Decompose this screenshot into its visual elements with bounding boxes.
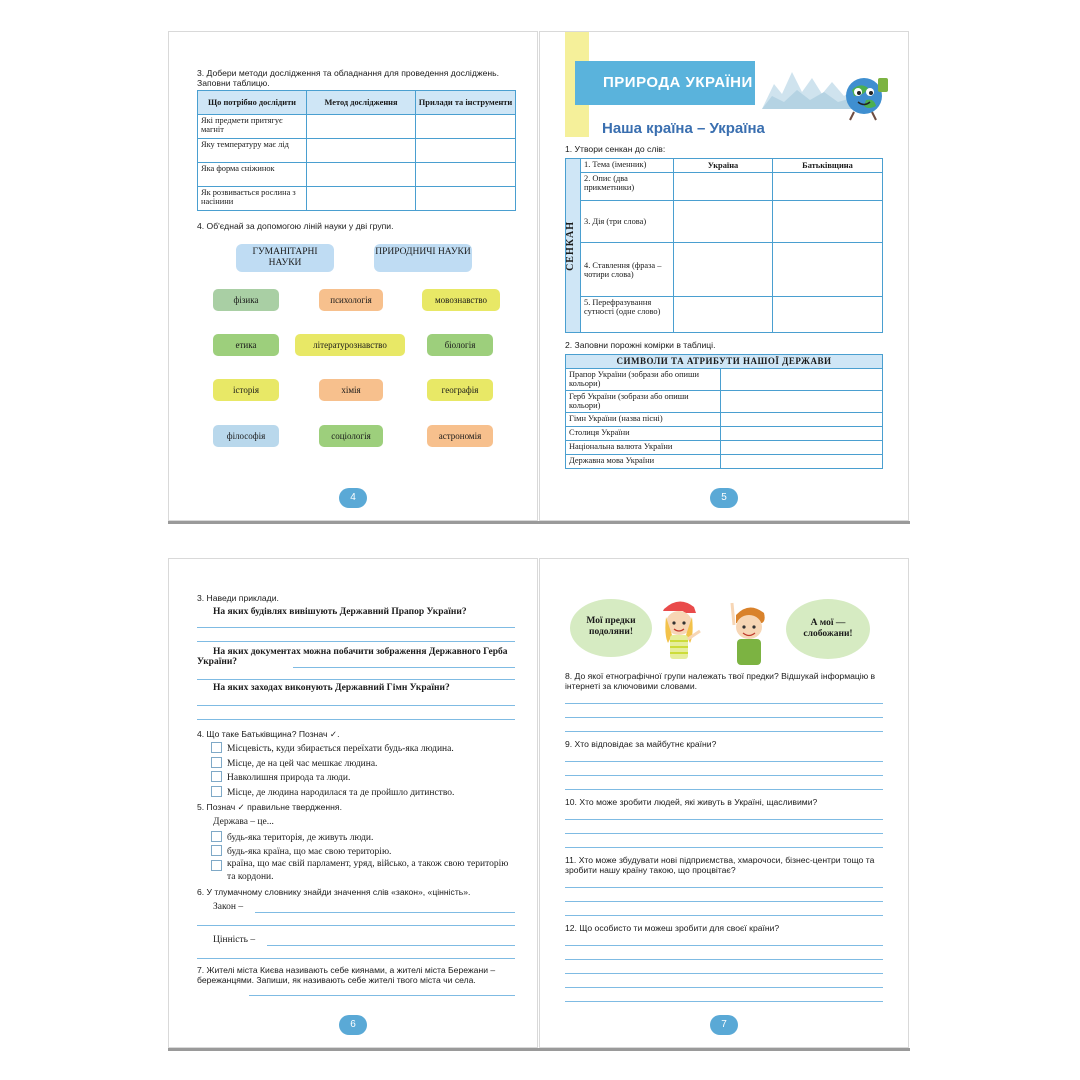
spread-edge <box>168 521 910 524</box>
symbols-cell[interactable] <box>721 441 883 455</box>
p6-q6-b: Цінність – <box>213 935 256 945</box>
answer-line[interactable] <box>565 717 883 718</box>
symbols-row-flag: Прапор України (зобрази або опиши кольори) <box>566 369 721 391</box>
research-row-1: Які предмети притягує магніт <box>198 115 307 139</box>
page-4 <box>168 31 538 521</box>
sencan-row-4: 4. Ставлення (фраза – чотири слова) <box>581 243 674 297</box>
p6-q6-a: Закон – <box>213 902 244 912</box>
page-5 <box>539 31 909 521</box>
symbols-row-capital: Столиця України <box>566 427 721 441</box>
p6-question-4: 4. Що таке Батьківщина? Познач ✓. <box>197 729 340 739</box>
research-header-2: Метод дослідження <box>307 91 416 115</box>
page-number: 4 <box>339 488 367 508</box>
sencan-cell[interactable] <box>773 173 883 201</box>
checkbox[interactable] <box>211 757 222 768</box>
group-humanities[interactable]: ГУМАНІТАРНІ НАУКИ <box>236 244 334 272</box>
research-row-4: Як розвивається рослина з насінини <box>198 187 307 211</box>
answer-line[interactable] <box>565 959 883 960</box>
p6-q3-a: На яких будівлях вивішують Державний Прапор України? <box>213 607 467 617</box>
p6-question-6: 6. У тлумачному словнику знайди значення слів «закон», «цінність». <box>197 887 471 897</box>
answer-line[interactable] <box>197 627 515 628</box>
q4-option[interactable]: Місце, де на цей час мешкає людина. <box>211 757 515 772</box>
answer-line[interactable] <box>565 847 883 848</box>
answer-line[interactable] <box>197 925 515 926</box>
p7-question-9: 9. Хто відповідає за майбутнє країни? <box>565 739 717 749</box>
science-literary-studies[interactable]: літературознавство <box>295 334 405 356</box>
symbols-cell[interactable] <box>721 413 883 427</box>
science-physics[interactable]: фізика <box>213 289 279 311</box>
p6-q5-options <box>211 831 515 883</box>
top-spread <box>168 31 910 521</box>
answer-line[interactable] <box>565 775 883 776</box>
answer-line[interactable] <box>565 945 883 946</box>
answer-line[interactable] <box>565 973 883 974</box>
science-geography[interactable]: географія <box>427 379 493 401</box>
p6-question-7: 7. Жителі міста Києва називають себе киянами, а жителі міста Бережани – бережанцями. Запиши, як називають себе жителі твого міста чи села. <box>197 965 496 985</box>
sencan-col-homeland: Батьківщина <box>773 159 883 173</box>
science-sociology[interactable]: соціологія <box>319 425 383 447</box>
q4-option[interactable]: Місцевість, куди збирається переїхати будь-яка людина. <box>211 742 515 757</box>
research-cell[interactable] <box>416 139 516 163</box>
science-astronomy[interactable]: астрономія <box>427 425 493 447</box>
answer-line[interactable] <box>197 679 515 680</box>
page-number: 5 <box>710 488 738 508</box>
answer-line[interactable] <box>565 1001 883 1002</box>
p6-question-3: 3. Наведи приклади. <box>197 593 279 603</box>
sencan-cell[interactable] <box>674 243 773 297</box>
p6-q3-c: На яких заходах виконують Державний Гімн України? <box>213 683 450 693</box>
symbols-row-anthem: Гімн України (назва пісні) <box>566 413 721 427</box>
speech-bubble-right: А мої — слобожани! <box>786 599 870 659</box>
p7-question-12: 12. Що особисто ти можеш зробити для своєї країни? <box>565 923 780 933</box>
research-header-1: Що потрібно дослідити <box>198 91 307 115</box>
sencan-row-3: 3. Дія (три слова) <box>581 201 674 243</box>
p6-q3-b: На яких документах можна побачити зображення Державного Герба України? <box>197 647 508 667</box>
answer-line[interactable] <box>267 945 515 946</box>
checkbox[interactable] <box>211 771 222 782</box>
answer-line[interactable] <box>565 915 883 916</box>
answer-line[interactable] <box>565 703 883 704</box>
p7-question-10: 10. Хто може зробити людей, які живуть в Україні, щасливими? <box>565 797 818 807</box>
p5-question-2: 2. Заповни порожні комірки в таблиці. <box>565 340 716 350</box>
science-chemistry[interactable]: хімія <box>319 379 383 401</box>
sencan-cell[interactable] <box>773 243 883 297</box>
research-cell[interactable] <box>307 139 416 163</box>
section-banner: ПРИРОДА УКРАЇНИ <box>575 61 755 105</box>
symbols-table <box>565 354 883 469</box>
answer-line[interactable] <box>197 641 515 642</box>
checkbox[interactable] <box>211 786 222 797</box>
p7-question-11: 11. Хто може збудувати нові підприємства, хмарочоси, бізнес-центри тощо та зробити нашу країну такою, що процвітає? <box>565 855 875 875</box>
mountains-icon <box>762 64 852 109</box>
symbols-row-language: Державна мова України <box>566 455 721 469</box>
q4-option[interactable]: Місце, де людина народилася та де пройшло дитинство. <box>211 786 515 801</box>
sencan-col-ukraine: Україна <box>674 159 773 173</box>
page-6 <box>168 558 538 1048</box>
checkbox[interactable] <box>211 860 222 871</box>
section-subtitle: Наша країна – Україна <box>602 120 765 137</box>
p6-question-5: 5. Познач ✓ правильне твердження. <box>197 802 342 812</box>
q4-option[interactable]: Навколишня природа та люди. <box>211 771 515 786</box>
spread-edge <box>168 1048 910 1051</box>
sencan-row-2: 2. Опис (два прикметники) <box>581 173 674 201</box>
answer-line[interactable] <box>565 887 883 888</box>
symbols-row-coat: Герб України (зобрази або опиши кольори) <box>566 391 721 413</box>
answer-line[interactable] <box>197 705 515 706</box>
answer-line[interactable] <box>249 995 515 996</box>
sencan-cell[interactable] <box>674 297 773 333</box>
symbols-row-currency: Національна валюта України <box>566 441 721 455</box>
checkbox[interactable] <box>211 742 222 753</box>
science-biology[interactable]: біологія <box>427 334 493 356</box>
q5-option[interactable]: країна, що має свій парламент, уряд, військо, а також свою територію та кордони. <box>211 858 515 883</box>
research-table <box>197 90 516 211</box>
sencan-cell[interactable] <box>773 297 883 333</box>
science-ethics[interactable]: етика <box>213 334 279 356</box>
research-cell[interactable] <box>416 163 516 187</box>
sencan-label: СЕНКАН <box>565 220 576 271</box>
research-cell[interactable] <box>307 187 416 211</box>
answer-line[interactable] <box>565 819 883 820</box>
science-linguistics[interactable]: мовознавство <box>422 289 500 311</box>
checkbox[interactable] <box>211 831 222 842</box>
answer-line[interactable] <box>565 833 883 834</box>
answer-line[interactable] <box>565 789 883 790</box>
answer-line[interactable] <box>197 719 515 720</box>
research-header-3: Прилади та інструменти <box>416 91 516 115</box>
science-history[interactable]: історія <box>213 379 279 401</box>
page-number: 7 <box>710 1015 738 1035</box>
page-number: 6 <box>339 1015 367 1035</box>
answer-line[interactable] <box>293 667 515 668</box>
symbols-cell[interactable] <box>721 391 883 413</box>
symbols-header: СИМВОЛИ ТА АТРИБУТИ НАШОЇ ДЕРЖАВИ <box>566 355 883 369</box>
research-row-2: Яку температуру має лід <box>198 139 307 163</box>
sencan-table <box>565 158 883 333</box>
symbols-cell[interactable] <box>721 369 883 391</box>
answer-line[interactable] <box>565 901 883 902</box>
sencan-cell[interactable] <box>674 201 773 243</box>
symbols-cell[interactable] <box>721 427 883 441</box>
research-cell[interactable] <box>307 115 416 139</box>
group-natural[interactable]: ПРИРОДНИЧІ НАУКИ <box>374 244 472 272</box>
p6-q5-lead: Держава – це... <box>213 817 274 827</box>
p4-question-4: 4. Об'єднай за допомогою ліній науки у дві групи. <box>197 221 394 231</box>
sencan-cell[interactable] <box>674 173 773 201</box>
q5-option[interactable]: будь-яка територія, де живуть люди. <box>211 831 515 845</box>
q5-option[interactable]: будь-яка країна, що має свою територію. <box>211 845 515 859</box>
sencan-row-1: 1. Тема (іменник) <box>581 159 674 173</box>
symbols-cell[interactable] <box>721 455 883 469</box>
boy-character-icon <box>724 599 774 669</box>
girl-character-icon <box>654 595 704 667</box>
answer-line[interactable] <box>565 761 883 762</box>
sencan-cell[interactable] <box>773 201 883 243</box>
page-7 <box>539 558 909 1048</box>
bottom-spread <box>168 558 910 1048</box>
speech-bubble-left: Мої предки подоляни! <box>570 599 652 657</box>
science-philosophy[interactable]: філософія <box>213 425 279 447</box>
research-cell[interactable] <box>416 187 516 211</box>
answer-line[interactable] <box>565 731 883 732</box>
research-cell[interactable] <box>416 115 516 139</box>
globe-mascot-icon <box>840 72 890 122</box>
research-row-3: Яка форма сніжинок <box>198 163 307 187</box>
science-psychology[interactable]: психологія <box>319 289 383 311</box>
research-cell[interactable] <box>307 163 416 187</box>
p4-question-3: 3. Добери методи дослідження та обладнання для проведення досліджень. Заповни таблицю. <box>197 68 499 88</box>
answer-line[interactable] <box>197 958 515 959</box>
p6-q4-options <box>211 742 515 800</box>
answer-line[interactable] <box>565 987 883 988</box>
checkbox[interactable] <box>211 845 222 856</box>
p5-question-1: 1. Утвори сенкан до слів: <box>565 144 666 154</box>
answer-line[interactable] <box>255 912 515 913</box>
p7-question-8: 8. До якої етнографічної групи належать твої предки? Відшукай інформацію в інтернеті за ключовими словами. <box>565 671 876 691</box>
sencan-row-5: 5. Перефразування сутності (одне слово) <box>581 297 674 333</box>
